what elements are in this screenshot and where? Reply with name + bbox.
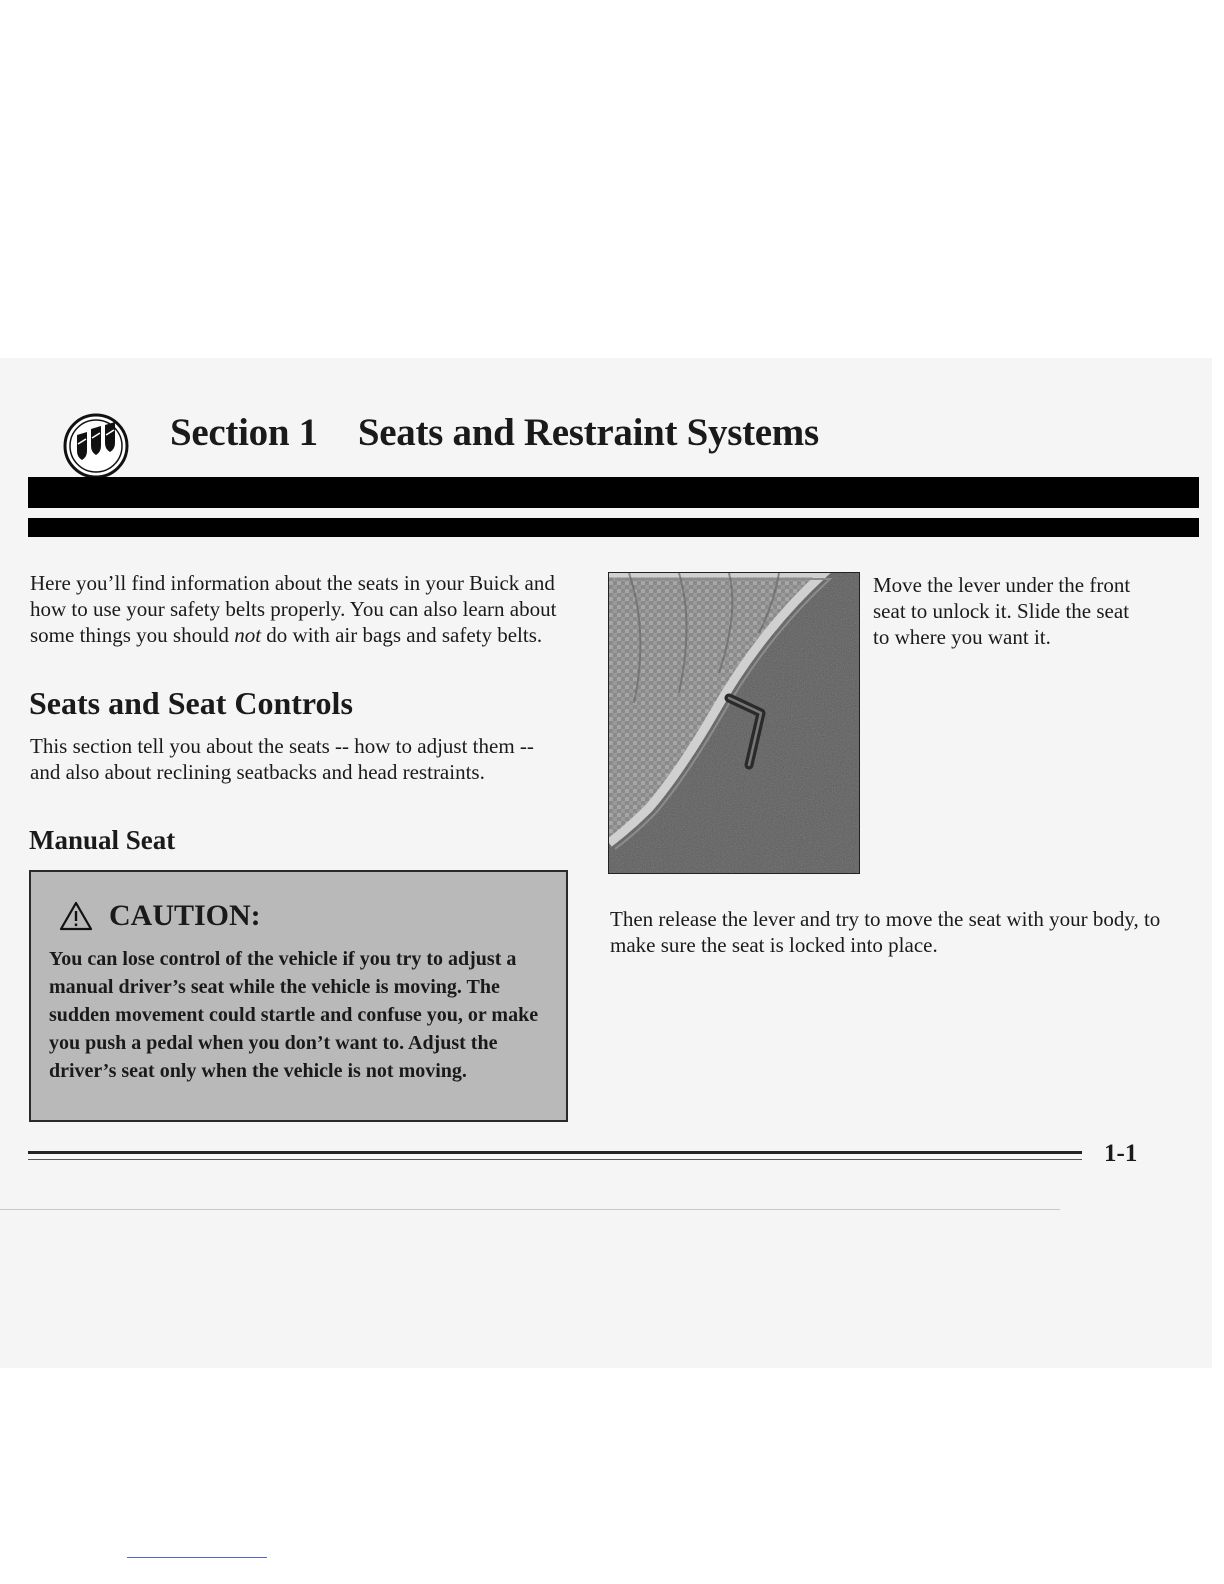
caution-box — [29, 870, 568, 1122]
section-name: Seats and Restraint Systems — [357, 411, 819, 454]
footer-rule-thick — [28, 1151, 1082, 1154]
header-bar-thin — [28, 518, 1199, 537]
caution-heading — [59, 899, 261, 933]
seat-lever-photo — [608, 572, 860, 874]
manual-seat-heading: Manual Seat — [29, 825, 176, 855]
bottom-divider — [127, 1557, 267, 1558]
page-number: 1-1 — [1104, 1140, 1138, 1167]
section-number: Section 1 — [170, 411, 318, 454]
intro-paragraph — [30, 570, 578, 648]
buick-tri-shield-logo-icon — [63, 413, 129, 479]
manual-page — [0, 358, 1212, 1368]
seats-paragraph: This section tell you about the seats -- how to adjust them -- and also about reclining seatbacks and head restraints. — [30, 734, 534, 784]
intro-text-end: do with air bags and safety belts. — [261, 623, 543, 647]
header-bar-thick — [28, 477, 1199, 508]
caution-title: CAUTION: — [109, 899, 261, 932]
intro-text-start: Here you’ll find information about the seats in your Buick and how to use your safety belts properly. You can also learn about some things you should — [30, 571, 557, 647]
caution-text: You can lose control of the vehicle if you try to adjust a manual driver’s seat while the vehicle is moving. The sudden movement could startle and confuse you, or make you push a pedal when you don’t want to. Adjust the driver’s seat only when the vehicle is not moving. — [49, 948, 539, 1082]
seats-heading: Seats and Seat Controls — [29, 685, 353, 721]
footer-rule-thin — [28, 1159, 1082, 1160]
lever-instruction: Move the lever under the front seat to unlock it. Slide the seat to where you want it. — [873, 573, 1131, 649]
footer-rule-faint — [0, 1209, 1060, 1210]
section-title — [170, 410, 819, 455]
intro-emphasis: not — [234, 623, 262, 647]
warning-triangle-icon — [59, 901, 93, 931]
release-instruction: Then release the lever and try to move the seat with your body, to make sure the seat is locked into place. — [610, 907, 1161, 957]
